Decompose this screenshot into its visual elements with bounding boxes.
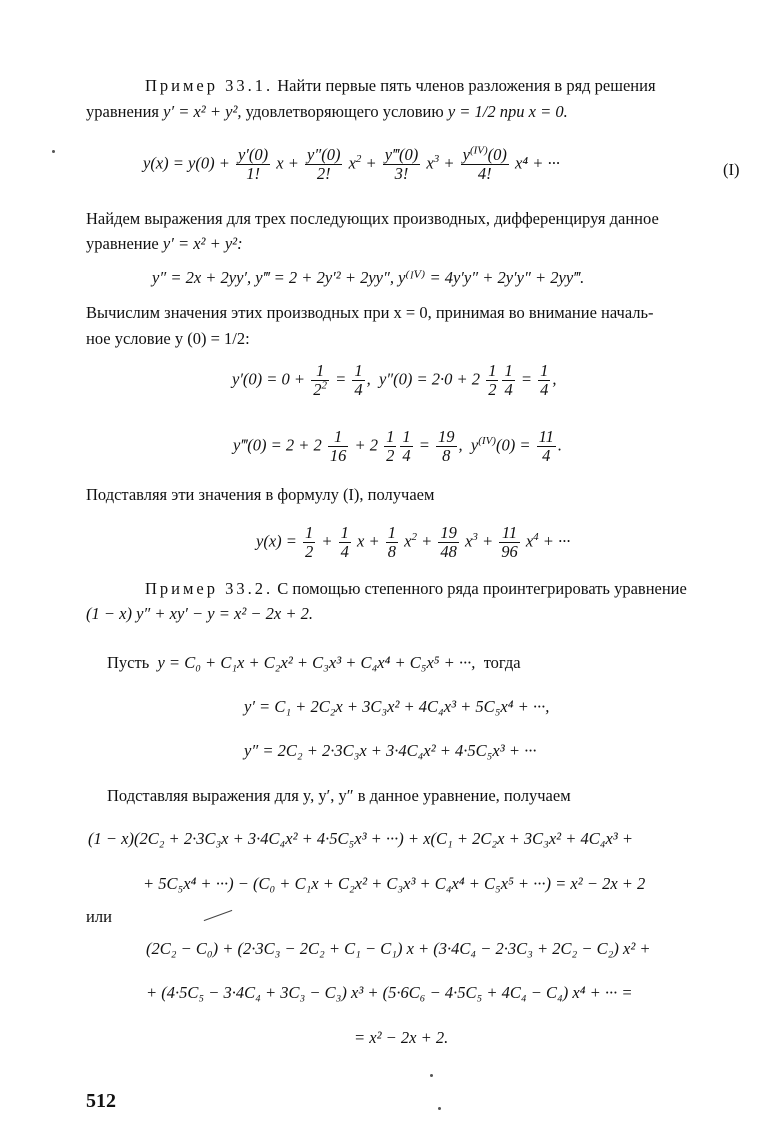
fraction: $\frac{1}{4}$ (402, 427, 411, 465)
values-equation-2: y‴(0) = 2 + 2 $\frac{1}{16}$ + 2 $\frac{1}{2}$ $\frac{1}{4}$ = $\frac{19}{8}$ , $y^{(IV)}(0)$ = $\frac{11}{4}$ . (233, 427, 562, 465)
paragraph-line: ное условие y (0) = 1/2: (86, 329, 250, 348)
fraction: $\frac{11}{4}$ (538, 427, 554, 465)
fraction: $\frac{1}{4}$ (504, 361, 513, 399)
fraction: $\frac{1}{2^2}$ (313, 361, 327, 399)
fraction: $\frac{1}{2}$ (386, 427, 395, 465)
coefficients-equation-line2: + (4·5C₅ − 3·4C₄ + 3C₃ − C₃) x³ + (5·6C₆ − 4·5C₅ + 4C₄ − C₄) x⁴ + ··· = (146, 983, 633, 1002)
page-number: 512 (86, 1090, 116, 1112)
paragraph-line: Пусть y = C₀ + C₁x + C₂x² + C₃x³ + C₄x⁴ + C₅x⁵ + ···, тогда (107, 653, 521, 672)
scan-speck (430, 1074, 433, 1077)
fraction: $\frac{11}{96}$ (501, 523, 518, 561)
paragraph-line: Подставляя эти значения в формулу (I), получаем (86, 485, 435, 504)
second-derivative-series: y″ = 2C₂ + 2·3C₃x + 3·4C₄x² + 4·5C₅x³ + ··· (244, 741, 537, 760)
fraction: $\frac{y‴(0)}{3!}$ (384, 145, 419, 183)
fraction: $\frac{1}{8}$ (387, 523, 397, 561)
series-result: y(x) = $\frac{1}{2}$ + $\frac{1}{4}$ x + $\frac{1}{8}$ $x^2$ + $\frac{19}{48}$ $x^3$ + $\frac{11}{96}$ $x^4$ + ··· (256, 523, 571, 561)
substituted-equation-line1: (1 − x)(2C₂ + 2·3C₃x + 3·4C₄x² + 4·5C₅x³ + ···) + x(C₁ + 2C₂x + 3C₃x² + 4C₄x³ + (88, 829, 633, 848)
example-heading: Пример 33.2. С помощью степенного ряда проинтегрировать уравнение (145, 579, 687, 598)
fraction: $\frac{19}{48}$ (440, 523, 457, 561)
fraction: $\frac{1}{4}$ (540, 361, 549, 399)
paragraph-line: уравнение y′ = x² + y²: (86, 234, 243, 253)
fraction: $\frac{1}{4}$ (354, 361, 363, 399)
equation-label: (I) (723, 160, 740, 179)
fraction: $\frac{19}{8}$ (438, 427, 455, 465)
example-equation: (1 − x) y″ + xy′ − y = x² − 2x + 2. (86, 604, 313, 623)
example-text-line: уравнения y′ = x² + y², удовлетворяющего условию y = 1/2 при x = 0. (86, 102, 568, 121)
paragraph-line: Подставляя выражения для y, y′, y″ в данное уравнение, получаем (107, 786, 571, 805)
pen-mark (204, 910, 233, 921)
coefficients-equation-line1: (2C₂ − C₀) + (2·3C₃ − 2C₂ + C₁ − C₁) x + (3·4C₄ − 2·3C₃ + 2C₂ − C₂) x² + (146, 939, 651, 958)
fraction: $\frac{1}{2}$ (488, 361, 497, 399)
taylor-formula: y(x) = y(0) + $\frac{y'(0)}{1!}$ x + $\frac{y''(0)}{2!}$ $x^2$ + $\frac{y‴(0)}{3!}$ $x^3$ + $\frac{y^{(IV)}(0)}{4!}$ x⁴ + ··· (143, 144, 560, 183)
derivatives-equation: y″ = 2x + 2yy′, y‴ = 2 + 2y′² + 2yy″, y⁽ᴵⱽ⁾ = 4y′y″ + 2y′y″ + 2yy‴. (152, 268, 585, 287)
paragraph-line: Найдем выражения для трех последующих производных, дифференцируя данное (86, 209, 659, 228)
example-text: Найти первые пять членов разложения в ряд решения (277, 76, 656, 95)
scan-speck (438, 1107, 441, 1110)
coefficients-equation-line3: = x² − 2x + 2. (354, 1028, 449, 1047)
fraction: $\frac{y''(0)}{2!}$ (307, 145, 341, 183)
fraction: $\frac{1}{2}$ (305, 523, 314, 561)
fraction: $\frac{1}{16}$ (329, 427, 347, 465)
paragraph-line: Вычислим значения этих производных при x = 0, принимая во внимание началь- (86, 303, 654, 322)
fraction: $\frac{1}{4}$ (340, 523, 349, 561)
first-derivative-series: y′ = C₁ + 2C₂x + 3C₃x² + 4C₄x³ + 5C₅x⁴ + ···, (244, 697, 550, 716)
paragraph-line: или (86, 907, 112, 926)
fraction: $\frac{y^{(IV)}(0)}{4!}$ (462, 144, 507, 183)
values-equation-1: y′(0) = 0 + $\frac{1}{2^2}$ = $\frac{1}{4}$ , y″(0) = 2·0 + 2 $\frac{1}{2}$ $\frac{1}{4}$ = $\frac{1}{4}$ , (232, 361, 557, 399)
example-text: С помощью степенного ряда проинтегрировать уравнение (277, 579, 687, 598)
example-heading: Пример 33.1. Найти первые пять членов разложения в ряд решения (145, 76, 656, 95)
fraction: $\frac{y'(0)}{1!}$ (237, 145, 269, 183)
substituted-equation-line2: + 5C₅x⁴ + ···) − (C₀ + C₁x + C₂x² + C₃x³ + C₄x⁴ + C₅x⁵ + ···) = x² − 2x + 2 (143, 874, 646, 893)
scan-speck (52, 150, 55, 153)
